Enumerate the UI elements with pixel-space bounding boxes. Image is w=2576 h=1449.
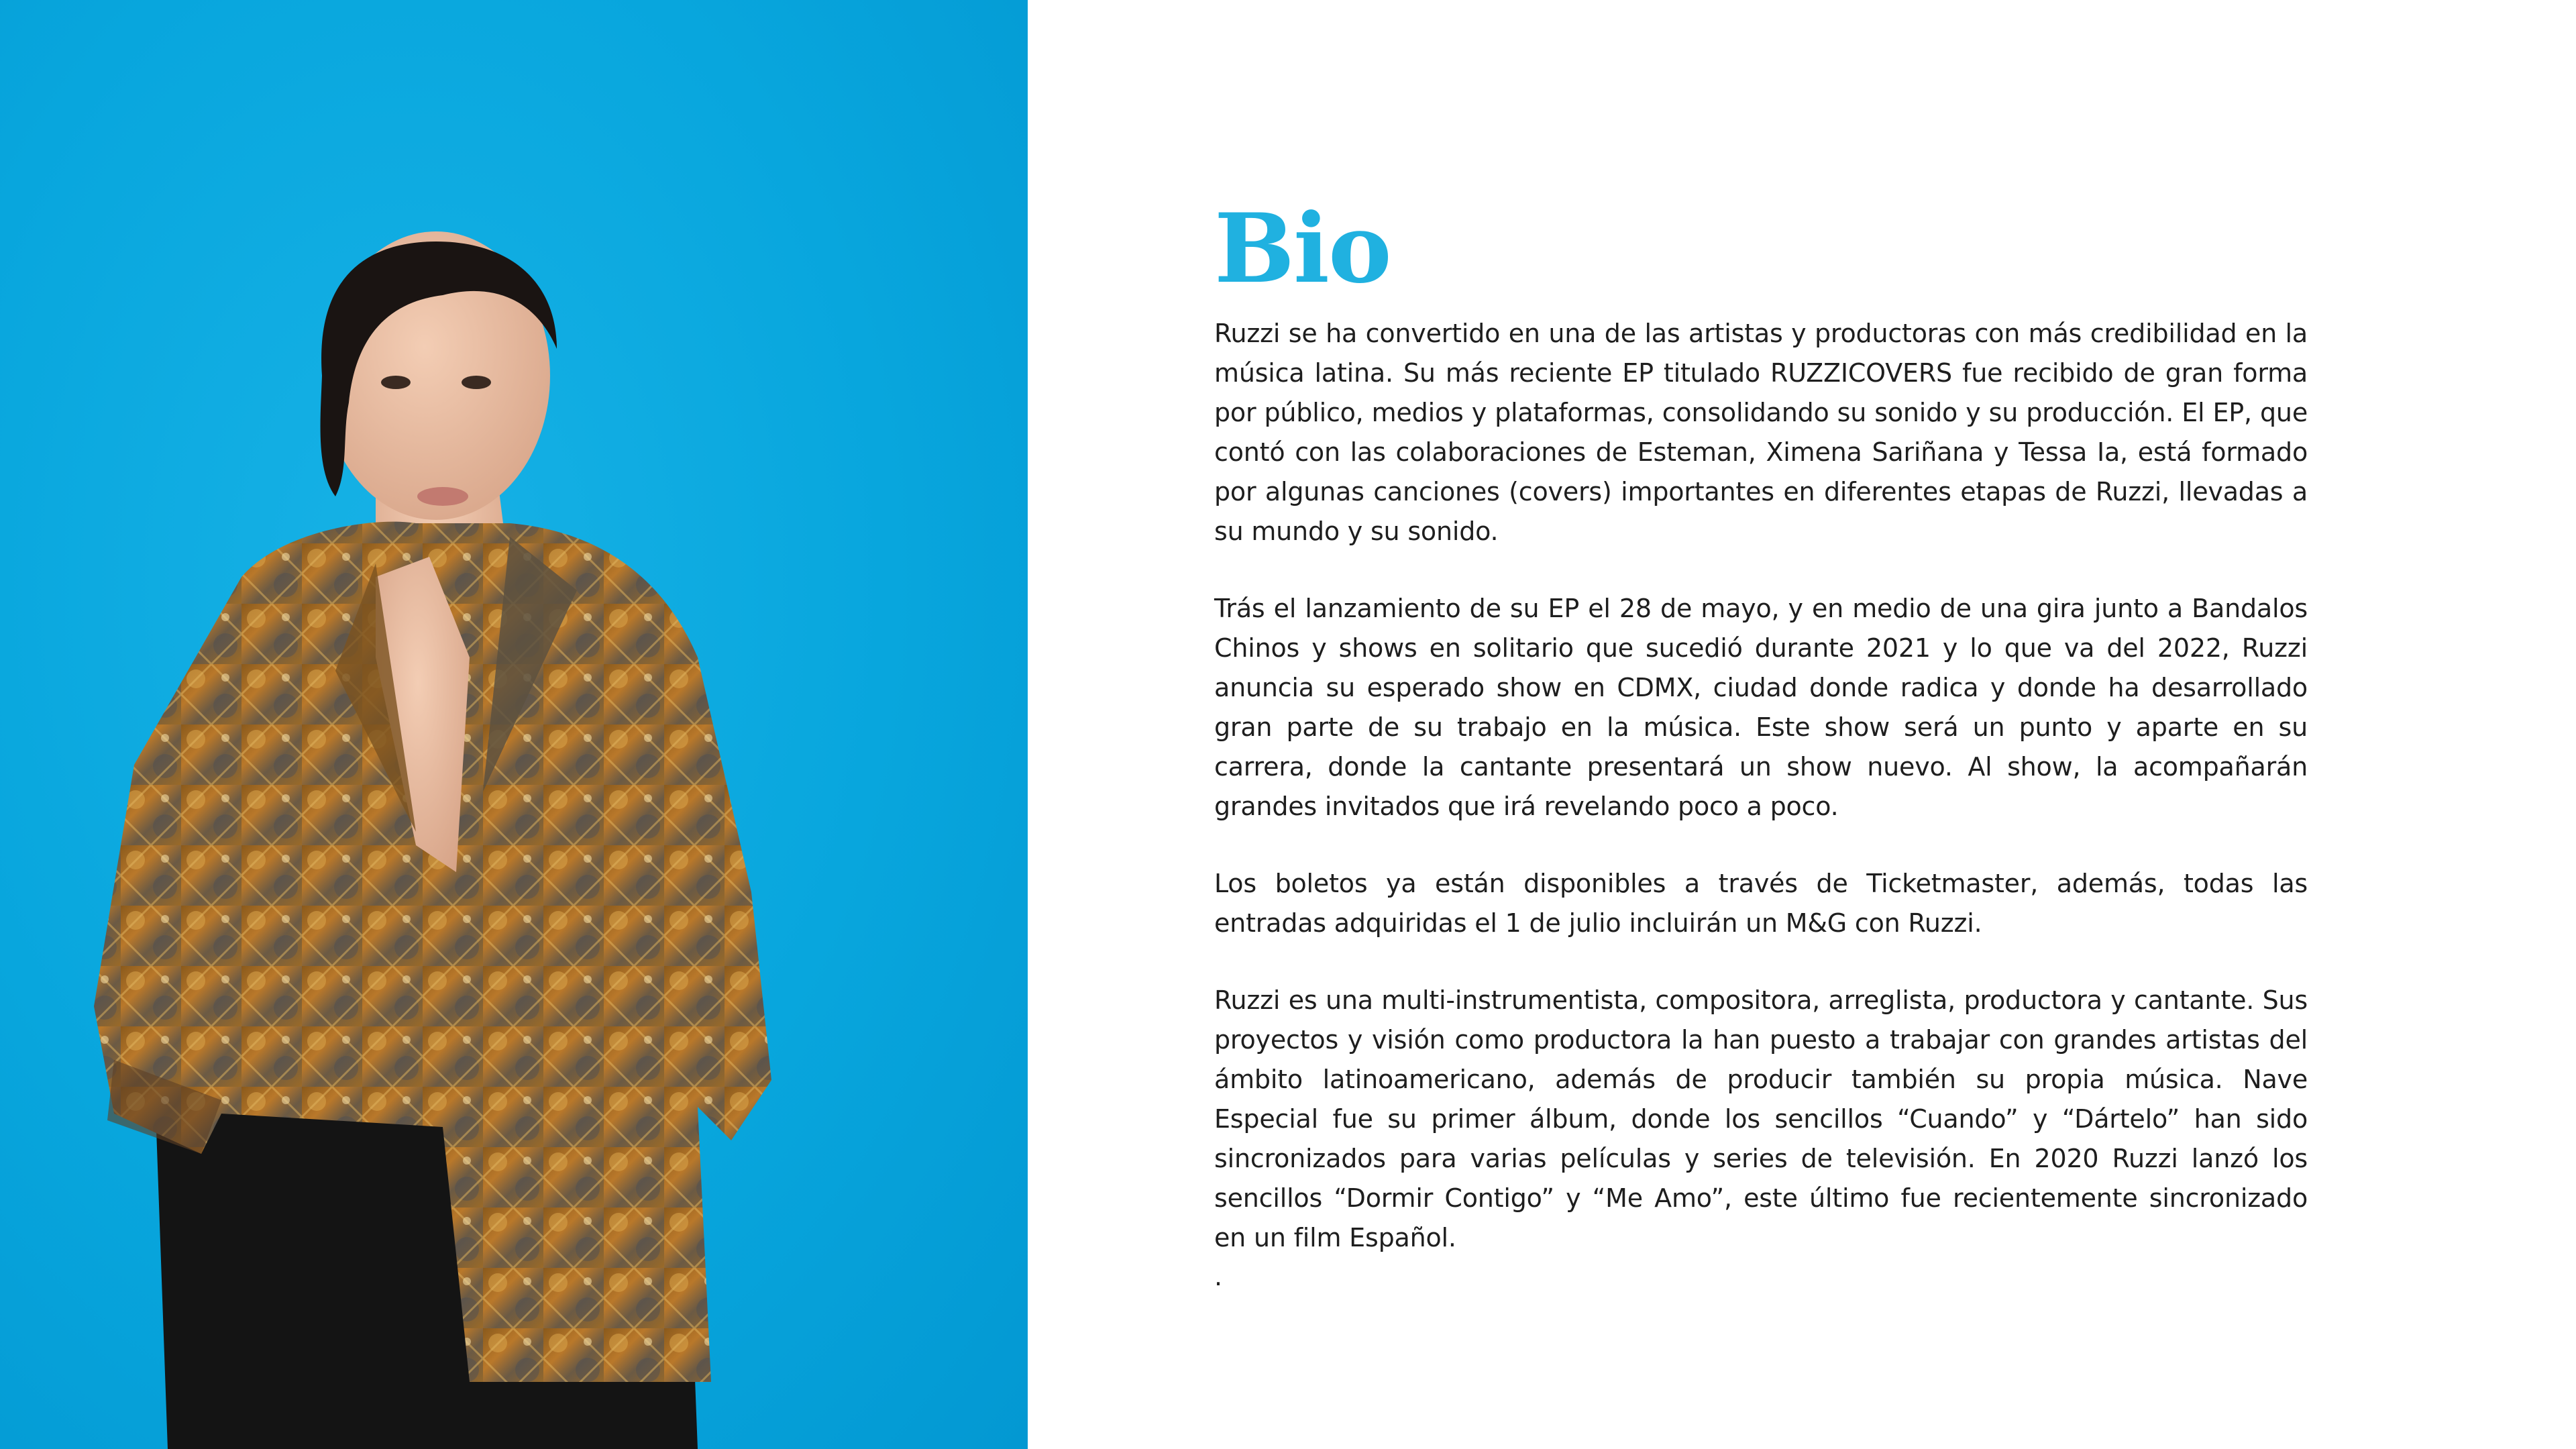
artist-portrait-illustration	[0, 0, 1028, 1449]
bio-paragraph-3: Los boletos ya están disponibles a través de Ticketmaster, además, todas las entradas adquiridas el 1 de julio incluirán un M&G con Ruzzi.	[1214, 869, 2308, 938]
bio-paragraph-4: Ruzzi es una multi-instrumentista, compositora, arreglista, productora y cantante. Sus proyectos y visión como productora la han puesto a trabajar con grandes artistas del ámbito latinoamericano, además de producir también su propia música. Nave Especial fue su primer álbum, donde los sencillos “Cuando” y “Dártelo” han sido sincronizados para varias películas y series de televisión. En 2020 Ruzzi lanzó los sencillos “Dormir Contigo” y “Me Amo”, este último fue recientemente sincronizado en un film Español.	[1214, 985, 2308, 1252]
bio-section	[1214, 193, 2308, 1291]
bio-heading: Bio	[1214, 193, 1391, 305]
bio-paragraph-1: Ruzzi se ha convertido en una de las artistas y productoras con más credibilidad en la música latina. Su más reciente EP titulado RUZZICOVERS fue recibido de gran forma por público, medios y plataformas, consolidando su sonido y su producción. El EP, que contó con las colaboraciones de Esteman, Ximena Sariñana y Tessa Ia, está formado por algunas canciones (covers) importantes en diferentes etapas de Ruzzi, llevadas a su mundo y su sonido.	[1214, 319, 2308, 546]
artist-photo	[0, 0, 1028, 1449]
bio-trailing-dot: .	[1214, 1262, 1223, 1291]
bio-paragraph-2: Trás el lanzamiento de su EP el 28 de mayo, y en medio de una gira junto a Bandalos Chinos y shows en solitario que sucedió durante 2021 y lo que va del 2022, Ruzzi anuncia su esperado show en CDMX, ciudad donde radica y donde ha desarrollado gran parte de su trabajo en la música. Este show será un punto y aparte en su carrera, donde la cantante presentará un show nuevo. Al show, la acompañarán grandes invitados que irá revelando poco a poco.	[1214, 594, 2308, 821]
